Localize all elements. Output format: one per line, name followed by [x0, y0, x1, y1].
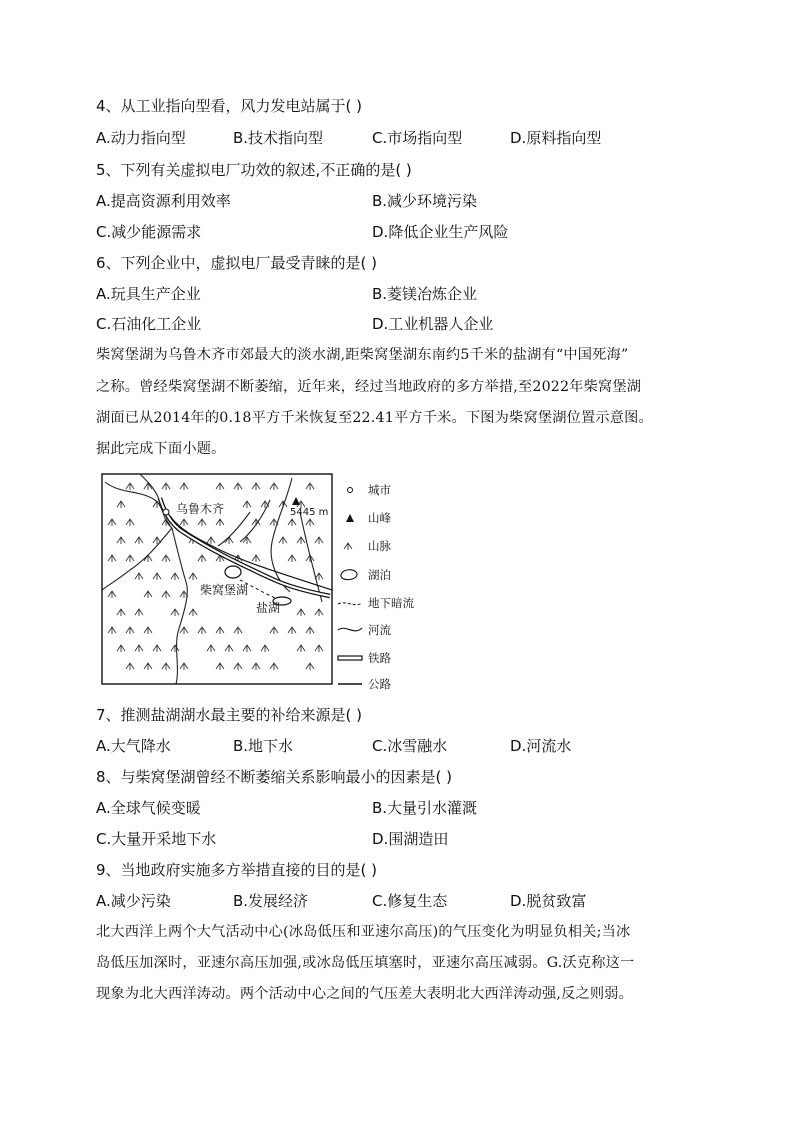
question-9-option-c[interactable]: C.修复生态 [372, 892, 448, 910]
question-4-option-d[interactable]: D.原料指向型 [510, 129, 602, 147]
question-4-option-c[interactable]: C.市场指向型 [372, 129, 463, 147]
question-8-option-a[interactable]: A.全球气候变暖 [96, 799, 201, 817]
legend-mountain-icon [344, 543, 352, 550]
passage-1-line-1: 柴窝堡湖为乌鲁木齐市郊最大的淡水湖,距柴窝堡湖东南约5千米的盐湖有“中国死海” [96, 347, 629, 363]
peak-label: 5445 m [290, 507, 329, 518]
legend-mountain: 山脉 [368, 539, 391, 553]
question-5-option-a[interactable]: A.提高资源利用效率 [96, 192, 231, 210]
legend-city: 城市 [368, 483, 391, 497]
legend-river-icon [338, 628, 362, 631]
question-8-option-d[interactable]: D.围湖造田 [372, 830, 449, 848]
question-8-option-c[interactable]: C.大量开采地下水 [96, 830, 217, 848]
passage-1-line-3: 湖面已从2014年的0.18平方千米恢复至22.41平方千米。下图为柴窝堡湖位置示意图。 [96, 410, 653, 426]
question-9-option-b[interactable]: B.发展经济 [233, 892, 309, 910]
question-9-stem: 9、当地政府实施多方举措直接的目的是( ) [96, 861, 378, 879]
passage-1-line-4: 据此完成下面小题。 [96, 441, 226, 457]
question-4-option-a[interactable]: A.动力指向型 [96, 129, 186, 147]
chaiwopu-lake-location-map [100, 472, 430, 692]
passage-2-line-3: 现象为北大西洋涛动。两个活动中心之间的气压差大表明北大西洋涛动强,反之则弱。 [96, 986, 634, 1002]
question-7-stem: 7、推测盐湖湖水最主要的补给来源是( ) [96, 706, 363, 724]
question-7-option-c[interactable]: C.冰雪融水 [372, 737, 448, 755]
question-6-option-d[interactable]: D.工业机器人企业 [372, 315, 494, 333]
passage-1-line-2: 之称。曾经柴窝堡湖不断萎缩，近年来，经过当地政府的多方举措,至2022年柴窝堡湖 [96, 379, 642, 395]
legend-city-icon [348, 488, 353, 493]
question-5-stem: 5、下列有关虚拟电厂功效的叙述,不正确的是( ) [96, 161, 412, 179]
legend-underground-flow-icon [338, 603, 362, 605]
question-7-option-d[interactable]: D.河流水 [510, 737, 572, 755]
question-5-option-b[interactable]: B.减少环境污染 [372, 192, 478, 210]
legend-road: 公路 [368, 677, 391, 691]
city-label: 乌鲁木齐 [176, 502, 225, 516]
question-5-option-c[interactable]: C.减少能源需求 [96, 223, 202, 241]
question-6-option-a[interactable]: A.玩具生产企业 [96, 285, 201, 303]
question-4-stem: 4、从工业指向型看，风力发电站属于( ) [96, 97, 363, 115]
chaiwopu-lake [225, 566, 241, 578]
city-marker [163, 509, 169, 515]
question-8-stem: 8、与柴窝堡湖曾经不断萎缩关系影响最小的因素是( ) [96, 768, 453, 786]
passage-2-line-1: 北大西洋上两个大气活动中心(冰岛低压和亚速尔高压)的气压变化为明显负相关;当冰 [96, 924, 631, 940]
question-6-option-b[interactable]: B.菱镁冶炼企业 [372, 285, 478, 303]
question-7-option-b[interactable]: B.地下水 [233, 737, 294, 755]
legend-railway: 铁路 [368, 651, 391, 665]
legend-railway-icon [338, 656, 362, 660]
question-9-option-a[interactable]: A.减少污染 [96, 892, 171, 910]
question-6-stem: 6、下列企业中，虚拟电厂最受青睐的是( ) [96, 254, 378, 272]
lake-label: 柴窝堡湖 [200, 583, 249, 597]
question-5-option-d[interactable]: D.降低企业生产风险 [372, 223, 509, 241]
salt-lake-label: 盐湖 [256, 601, 281, 615]
question-6-option-c[interactable]: C.石油化工企业 [96, 315, 202, 333]
question-4-option-b[interactable]: B.技术指向型 [233, 129, 324, 147]
question-7-option-a[interactable]: A.大气降水 [96, 737, 171, 755]
map-legend [338, 483, 414, 691]
legend-underground-flow: 地下暗流 [368, 596, 414, 610]
question-8-option-b[interactable]: B.大量引水灌溉 [372, 799, 478, 817]
legend-lake: 湖泊 [368, 568, 391, 582]
passage-2-line-2: 岛低压加深时，亚速尔高压加强,或冰岛低压填塞时，亚速尔高压减弱。G.沃克称这一 [96, 955, 635, 971]
legend-lake-icon [341, 570, 357, 580]
legend-peak-icon [346, 514, 354, 522]
legend-river: 河流 [368, 623, 391, 637]
question-9-option-d[interactable]: D.脱贫致富 [510, 892, 587, 910]
legend-peak: 山峰 [368, 511, 391, 525]
